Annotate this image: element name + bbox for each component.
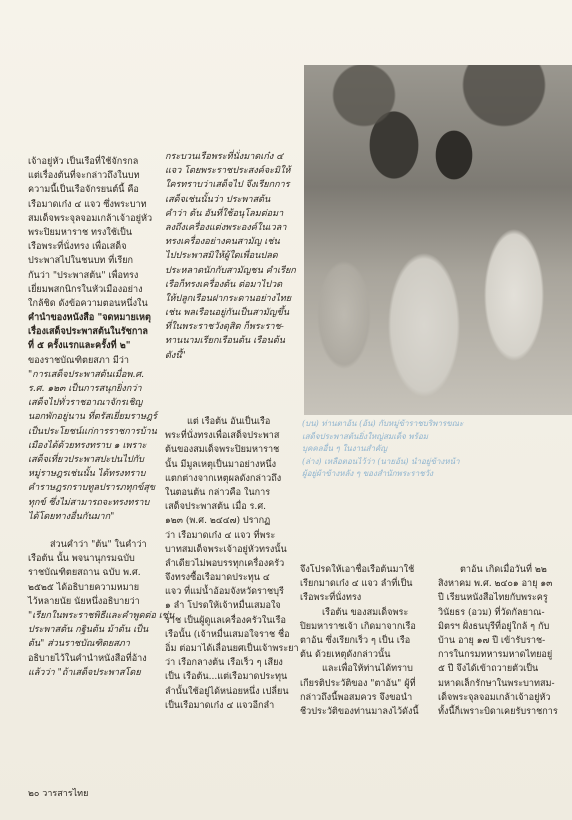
- col2-line: ทรงเครื่องอย่างคนสามัญ เช่น: [165, 237, 280, 248]
- col1-line: [28, 524, 150, 538]
- col1-line: "การเสด็จประพาสต้นเมื่อพ.ศ.: [28, 369, 144, 380]
- column-2-text: [165, 150, 296, 363]
- col3-line: แตกต่างจากเหตุผลดังกล่าวถึง: [165, 473, 282, 484]
- col1-line: ที่ ๕ ครั้งแรกและครั้งที่ ๒": [28, 340, 131, 352]
- col3-line: แจว ที่แม่น้ำอ้อมจังหวัดราชบุรี: [165, 587, 284, 598]
- col5-line: การในกรมทหารมหาดไทยอยู่: [438, 650, 553, 661]
- col1-line: เสด็จเที่ยวประพาสปะปนไปกับ: [28, 454, 144, 465]
- col4-line: เรียกมาดเก๋ง ๔ แจว ลำที่เป็น: [300, 579, 413, 590]
- col1-line: เรื่องเสด็จประพาสต้นในรัชกาล: [28, 326, 148, 338]
- col1-line: แต่เรื่องต้นที่จะกล่าวถึงในบท: [28, 171, 140, 182]
- col3-line: ๑ ลำ โปรดให้เจ้าหมื่นเสมอใจ: [165, 601, 281, 612]
- col1-line: ๒๕๒๕ ได้อธิบายความหมาย: [28, 582, 140, 593]
- col2-line: ดังนี้": [165, 350, 186, 361]
- col2-line: เช่น พลเรือนอยู่กันเป็นสามัญขึ้น: [165, 308, 290, 319]
- col1-line: ของราชบัณฑิตยสภา มีว่า: [28, 355, 130, 366]
- col3-line: ว่า เรือกลางต้น เรือเร็ว ๆ เสียง: [165, 658, 283, 669]
- col5-line: ทั้งนี้ก็เพราะบิดาเคยรับราชการ: [438, 706, 558, 717]
- caption-line: ผู้อยู่ผ้าข้างหลัง ๆ ของสำนักพระราชวัง: [302, 469, 434, 478]
- col2-line: ใครทราบว่าเสด็จไป จึงเรียกการ: [165, 180, 290, 191]
- col3-line: นั้น มีมูลเหตุเป็นมาอย่างหนึ่ง: [165, 459, 277, 470]
- col1-line: แล้วว่า "ถ้าเสด็จประพาสโดย: [28, 667, 141, 678]
- col1-line: พระปิยมหาราช ทรงใช้เป็น: [28, 227, 133, 238]
- col4-line: ปิยมหาราชเจ้า เกิดมาจากเรือ: [300, 621, 416, 632]
- col1-line: ส่วนคำว่า "ต้น" ในคำว่า: [50, 540, 147, 551]
- caption-line: เสด็จประพาสต้นยิ่งใหญ่สมเด็จ พร้อม: [302, 431, 429, 441]
- col4-line: เรือต้น ของสมเด็จพระ: [322, 607, 409, 618]
- col2-line: แจว โดยพระราชประสงค์จะมิให้: [165, 166, 291, 177]
- col5-line: ปี เรียนหนังสือไทยกับพระครู: [438, 593, 548, 604]
- col1-line: อธิบายไว้ในคำนำหนังสือที่อ้าง: [28, 653, 147, 664]
- col2-line: ประหลาดนักกับสามัญชน คำเรียก: [165, 265, 296, 276]
- col3-line: ลำนั้นใช้อยู่ได้หน่อยหนึ่ง เปลี่ยน: [165, 686, 289, 697]
- col1-line: คำนำของหนังสือ "จดหมายเหตุ: [28, 312, 151, 324]
- col1-line: สมเด็จพระจุลจอมเกล้าเจ้าอยู่หัว: [28, 213, 153, 224]
- col1-line: ประพาสไปในชนบท ที่เรียก: [28, 256, 134, 267]
- col5-line: ๕ ปี จึงได้เข้าถวายตัวเป็น: [438, 664, 539, 675]
- col4-line: กล่าวถึงนี้พอสมควร จึงขอนำ: [300, 692, 413, 703]
- col1-line: ต้น" ส่วนราชบัณฑิตยสภา: [28, 639, 130, 650]
- column-5-text: [438, 563, 558, 719]
- col3-line: ลำเดียวไม่พอบรรทุกเครื่องครัว: [165, 558, 285, 569]
- col5-line: มหาดเล็กรักษาในพระบาทสม-: [438, 678, 555, 689]
- col4-line: ตาอ้น ซึ่งเรียกเร็ว ๆ เป็น เรือ: [300, 635, 411, 646]
- col3-line: ราช เป็นผู้ดูแลเครื่องครัวในเรือ: [165, 615, 286, 626]
- column-4-text: [300, 563, 430, 719]
- col1-line: หมู่ราษฎรเช่นนั้น ได้ทรงทราบ: [28, 469, 146, 480]
- col2-line: เสด็จเช่นนั้นว่า ประพาสต้น: [165, 194, 271, 205]
- col3-line: อิ่ม ต่อมาได้เลื่อนยศเป็นเจ้าพระยา: [165, 644, 299, 654]
- col3-line: เป็นเรือมาดเก๋ง ๔ แจวอีกลำ: [165, 700, 275, 711]
- col5-line: บ้าน อายุ ๑๗ ปี เข้ารับราช-: [438, 635, 546, 646]
- col1-line: เจ้าอยู่หัว เป็นเรือที่ใช้จักรกล: [28, 157, 139, 167]
- col2-line: เรือก็ทรงเครื่องต้น ต่อมาไปวด: [165, 279, 283, 290]
- col2-line: ไปประพาสมิให้ผู้ใดเพื่อนปลด: [165, 251, 278, 262]
- col1-line: ประพาสต้น กฐินต้น ม้าต้น เป็น: [28, 625, 149, 636]
- col1-line: "เรียกในพระราชพิธีและคำพูดต่อ เช่น: [28, 611, 175, 621]
- col4-line: เกียรติประวัติของ "ตาอ้น" ผู้ที่: [300, 678, 416, 689]
- col5-line: เด็จพระจุลจอมเกล้าเจ้าอยู่หัว: [438, 692, 551, 703]
- col1-line: ได้โดยทางอื่นกันมาก": [28, 511, 115, 522]
- col1-line: กันว่า "ประพาสต้น" เพื่อทรง: [28, 270, 139, 281]
- col4-line: และเพื่อให้ท่านได้ทราบ: [322, 664, 413, 675]
- col3-line: บาทสมเด็จพระเจ้าอยู่หัวทรงนั้น: [165, 544, 287, 555]
- col1-line: เยี่ยมพสกนิกรในหัวเมืองอย่าง: [28, 284, 143, 295]
- col3-line: พระที่นั่งทรงเพื่อเสด็จประพาส: [165, 431, 280, 442]
- col3-line: ว่า เรือมาดเก๋ง ๔ แจว ที่พระ: [165, 530, 276, 541]
- column-1-text: [28, 155, 175, 680]
- col3-line: เรือนั้น (เจ้าหมื่นเสมอใจราช ชื่อ: [165, 629, 290, 640]
- col4-line: เรือพระที่นั่งทรง: [300, 593, 362, 604]
- col1-line: เรือมาดเก๋ง ๔ แจว ซึ่งพระบาท: [28, 199, 147, 210]
- caption-line: (บน) ท่านตาอ้น (อ้น) กับหมู่ข้าราชบริพารขณะ: [302, 419, 464, 428]
- caption-line: บุคคลอื่น ๆ ในงานสำคัญ: [302, 444, 388, 453]
- col2-line: คำว่า ต้น อันที่ใช้อนุโลมต่อมา: [165, 208, 284, 219]
- col2-line: ให้ปลูกเรือนฝากระดานอย่างไทย: [165, 293, 292, 304]
- col2-line: กระบวนเรือพระที่นั่งมาดเก๋ง ๔: [165, 152, 284, 162]
- col1-line: ทุกข์ ซึ่งไม่สามารถจะทรงทราบ: [28, 497, 150, 508]
- col1-line: เป็นประโยชน์แก่การราชการบ้าน: [28, 426, 157, 437]
- photo-caption: [302, 418, 568, 481]
- col3-line: เสด็จประพาสต้น เมื่อ ร.ศ.: [165, 502, 266, 513]
- col5-line: วินัยธร (อวม) ที่วัดกัลยาณ-: [438, 607, 545, 618]
- col4-line: จึงโปรดให้เอาชื่อเรือต้นมาใช้: [300, 565, 415, 575]
- col5-line: สิงหาคม พ.ศ. ๒๔๐๑ อายุ ๑๓: [438, 579, 553, 590]
- col5-line: ตาอ้น เกิดเมื่อวันที่ ๒๒: [460, 565, 547, 575]
- col1-line: นอกพักอยู่นาน ที่ตรัสเยี่ยมราษฎร์: [28, 412, 157, 423]
- col1-line: เสด็จไปทั่วราชอาณาจักรเชิญ: [28, 398, 143, 409]
- col4-line: ชีวประวัติของท่านมาลงไว้ดังนี้: [300, 706, 419, 717]
- col1-line: ร.ศ. ๑๒๓ เป็นการสนุกยิ่งกว่า: [28, 384, 142, 394]
- col1-line: เรือต้น นั้น พจนานุกรมฉบับ: [28, 554, 135, 565]
- col3-line: แต่ เรือต้น อันเป็นเรือ: [187, 417, 271, 427]
- col2-line: ลงถึงเครื่องแต่งพระองค์ในเวลา: [165, 222, 287, 233]
- col2-line: ที่ในพระราชวังดุสิต ก็พระราช-: [165, 322, 284, 333]
- tree-canopy: [304, 65, 572, 185]
- column-3-text: [165, 415, 299, 713]
- col2-line: ทานนามเรียกเรือนต้น เรือนต้น: [165, 336, 285, 347]
- historical-group-photo: [304, 65, 572, 415]
- col3-line: ต้นของสมเด็จพระปิยมหาราช: [165, 445, 280, 456]
- col3-line: ๑๒๓ (พ.ศ. ๒๔๔๗) ปรากฏ: [165, 516, 271, 527]
- col1-line: ใกล้ชิด ดังข้อความตอนหนึ่งใน: [28, 298, 148, 309]
- col1-line: คำราษฎรกราบทูลปรารภทุกข์สุข: [28, 483, 156, 494]
- col1-line: ไว้หลายนัย นัยหนึ่งอธิบายว่า: [28, 596, 140, 607]
- col1-line: เรือพระที่นั่งทรง เพื่อเสด็จ: [28, 242, 127, 253]
- col3-line: จึงทรงซื้อเรือมาดประทุน ๔: [165, 573, 270, 584]
- col1-line: ความนี้เป็นเรือจักรยนต์นี้ คือ: [28, 185, 139, 196]
- col3-line: เป็น เรือต้น...แต่เรือมาดประทุน: [165, 672, 288, 683]
- page-footer: ๒๐ วารสารไทย: [28, 789, 89, 799]
- col4-line: ต้น ด้วยเหตุดังกล่าวนั้น: [300, 650, 391, 661]
- col1-line: เมืองได้ด้วยทรงทราบ ๑ เพราะ: [28, 440, 147, 451]
- col1-line: ราชบัณฑิตยสถาน ฉบับ พ.ศ.: [28, 568, 141, 579]
- caption-line: (ล่าง) เหลือตอนไว้ว่า (นายอ้น) นำอยู่ข้างหน้า: [302, 456, 460, 466]
- col3-line: ในตอนต้น กล่าวคือ ในการ: [165, 487, 271, 498]
- col5-line: มิตรฯ ฝั่งธนบุรีที่อยู่ใกล้ ๆ กับ: [438, 621, 550, 632]
